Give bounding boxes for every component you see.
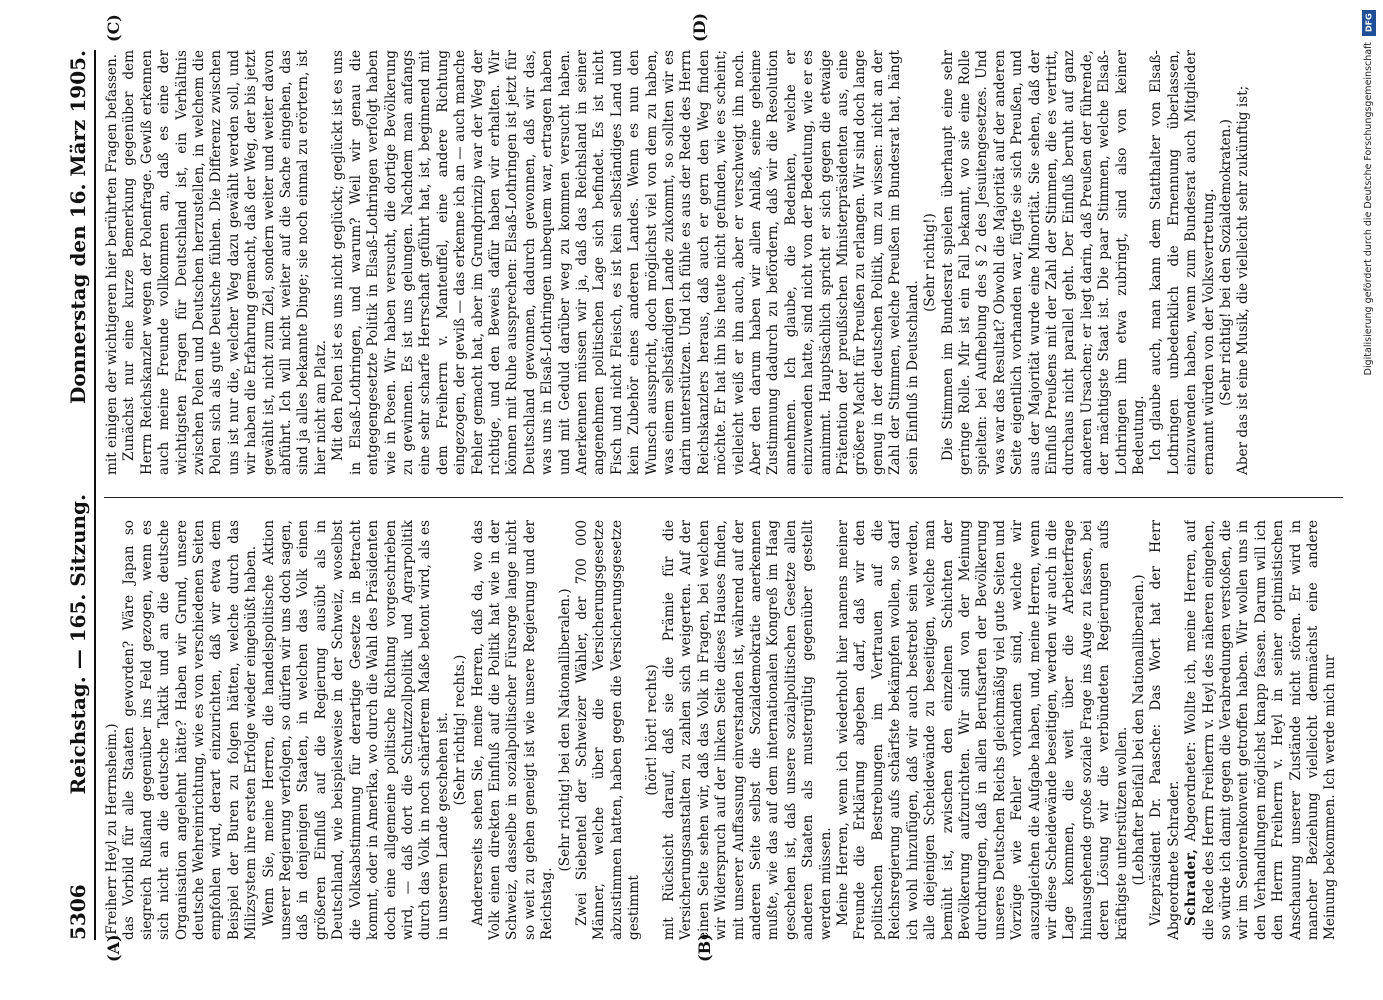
paragraph: Zwei Siebentel der Schweizer Wähler, der 700 000 Männer, welche über die Versicherungsgesetze abzustimmen hatten, haben gegen die Versicherungsgesetze gestimmt — [573, 520, 643, 940]
paragraph: das Vorbild für alle Staaten geworden? Wäre Japan so siegreich Rußland gegenüber ins Feld gezogen, wenn es sich nicht an die deutsche Taktik und an die deutsche Organisation angelehnt hätte? Haben wir Grund, unsere deutsche Wehreinrichtung, wie es von verschiedenen Seiten empfohlen wird, derart einzurichten, daß wir etwa dem Beispiel der Buren zu folgen hätten, welche durch das Milizsystem ihre ersten Erfolge wieder eingebüßt haben. — [121, 520, 260, 940]
page-header — [50, 50, 96, 940]
reaction-note: (Sehr richtig!) — [922, 213, 939, 312]
session-date: Donnerstag den 16. März 1905. — [66, 50, 90, 404]
speaker-name: Schrader, — [1183, 848, 1200, 926]
margin-marker-a: (A) — [104, 934, 123, 962]
paragraph: Mit den Polen ist es uns nicht geglückt; geglückt ist es uns in Elsaß-Lothringen, und warum? Weil wir genau die entgegengesetzte Politik in Elsaß-Lothringen verfolgt haben wie in Posen. Wir haben versucht, die dortige Bevölkerung zu gewinnen. Es ist uns gelungen. Nachdem man anfangs eine sehr scharfe Herrschaft geführt hat, ist, beginnend mit dem Freiherrn v. Manteuffel, eine andere Richtung eingezogen, der gewiß — das erkenne ich an — auch manche Fehler gemacht hat, aber im Grundprinzip war der Weg der richtige, und den Beweis dafür haben wir erhalten. Wir können mit Ruhe aussprechen: Elsaß-Lothringen ist jetzt für Deutschland gewonnen, dadurch gewonnen, daß wir das, was uns in Elsaß-Lothringen unbequem war, ertragen haben und mit Geduld darüber weg zu kommen versucht haben. Anerkennen müssen wir ja, daß das Reichsland in seiner angenehmen politischen Lage sich befindet. Es ist nicht Fisch und nicht Fleisch, es ist kein selbständiges Land und kein Zubehör eines anderen Landes. Wenn es nun den Wunsch ausspricht, doch möglichst viel von dem zu haben, was einem selbständigen Lande zukommt, so sollten wir es darin unterstützen. Und ich fühle es aus der Rede des Herrn Reichskanzlers heraus, daß auch er gern den Weg finden möchte. Er hat ihn bis heute nicht gefunden, wie es scheint; vielleicht weiß er ihn auch, aber er verschweigt ihn noch. Aber den darum haben wir allen Anlaß, seine geheime Zustimmung dadurch zu befördern, daß wir die Resolution annehmen. Ich glaube, die Bedenken, welche er einzuwenden hatte, sind nicht von der Bedeutung, wie er es annimmt. Hauptsächlich spricht er sich gegen die etwaige Prätention der preußischen Ministerpräsidenten aus, eine größere Macht für Preußen zu erlangen. Wir sind doch lange genug in der deutschen Politik, um zu wissen: nicht an der Zahl der Stimmen, welche Preußen im Bundesrat hat, hängt sein Einfluß in Deutschland. — [330, 50, 921, 475]
paragraph: Die Stimmen im Bundesrat spielen überhaupt eine sehr geringe Rolle. Mir ist ein Fall bekannt, wo sie eine Rolle spielten: bei Aufhebung des § 2 des Jesuitengesetzes. Und was war das Resultat? Obwohl die Majorität auf der anderen Seite eigentlich vorhanden war, fügte sie sich Preußen, und aus der Majorität wurde eine Minorität. Sie sehen, daß der Einfluß Preußens mit der Zahl der Stimmen, die es vertritt, durchaus nicht parallel geht. Der Einfluß beruht auf ganz anderen Ursachen; er liegt darin, daß Preußen der führende, der mächtigste Staat ist. Die paar Stimmen, welche Elsaß-Lothringen ihm etwa zubringt, sind also von keiner Bedeutung. — [939, 50, 1147, 475]
margin-marker-b: (B) — [695, 933, 714, 962]
presiding-remark: Vizepräsident Dr. Paasche: Das Wort hat der Herr Abgeordnete Schrader. — [1148, 520, 1182, 940]
column-divider — [104, 497, 1343, 498]
speaker-continuation-note: (Freiherr Heyl zu Herrnsheim.) — [104, 723, 120, 940]
reaction-note: (Sehr richtig! bei den Nationalliberalen.) — [556, 588, 573, 872]
margin-marker-c: (C) — [104, 14, 123, 42]
reaction-note: (Sehr richtig! bei den Sozialdemokraten.) — [1218, 119, 1234, 406]
right-text-column — [104, 50, 1343, 475]
digitization-credit — [1361, 10, 1377, 990]
paragraph: Wenn Sie, meine Herren, die handelspolitische Aktion unserer Regierung verfolgen, so dürfen wir uns doch sagen, daß in denjenigen Staaten, in welchen das Volk einen größeren Einfluß auf die Regierung ausübt als in Deutschland, wie beispielsweise in der Schweiz, woselbst die Volksabstimmung für derartige Gesetze in Betracht kommt, oder in Amerika, wo durch die Wahl des Präsidenten doch eine allgemeine politische Richtung vorgeschrieben wird, — daß dort die Schutzzollpolitik und Agrarpolitik durch das Volk in noch schärferem Maße betont wird, als es in unserem Lande geschehen ist. — [260, 520, 451, 940]
paragraph: Aber das ist eine Musik, die vielleicht sehr zukünftig ist; — [1235, 85, 1252, 475]
dfg-logo-icon: DFG — [1362, 10, 1376, 36]
page-number: 5306 — [66, 884, 90, 940]
paragraph: mit Rücksicht darauf, daß sie die Prämie für die Versicherungsanstalten zu zahlen sich weigerten. Auf der einen Seite sehen wir, daß das Volk in Fragen, bei welchen wir Widerspruch auf der linken Seite dieses Hauses finden, mit unserer Auffassung einverstanden ist, während auf der anderen Seite selbst die Sozialdemokratie anerkennen mußte, wie das auf dem internationalen Kongreß im Haag geschehen ist, daß unsere sozialpolitischen Gesetze allen anderen Staaten als mustergültig gegenüber gestellt werden müssen. — [661, 520, 834, 940]
reaction-note: (Lebhafter Beifall bei den Nationalliberalen.) — [1130, 574, 1147, 886]
paragraph: Zunächst nur eine kurze Bemerkung gegenüber dem Herrn Reichskanzler wegen der Polenfrage. Gewiß erkennen auch meine Freunde vollkommen an, daß es eine der wichtigsten Fragen für Deutschland ist, ein Verhältnis zwischen Polen und Deutschen herzustellen, in welchem die Polen sich als gute Deutsche fühlen. Die Differenz zwischen uns ist nur die, welcher Weg dazu gewählt werden soll, und wir haben die Erfahrung gemacht, daß der Weg, der bis jetzt gewählt ist, nicht zum Ziel, sondern weiter und weiter davon abführt. Ich will nicht weiter auf die Sache eingehen, das sind ja alles bekannte Dinge; sie noch einmal zu erörtern, ist hier nicht am Platz. — [121, 50, 329, 475]
session-title: Reichstag. — 165. Sitzung. — [66, 493, 90, 795]
credit-text: Digitalisierung gefördert durch die Deutsche Forschungsgemeinschaft — [1363, 42, 1374, 376]
paragraph: Andererseits sehen Sie, meine Herren, daß da, wo das Volk einen direkten Einfluß auf die Politik hat wie in der Schweiz, dasselbe in sozialpolitischer Fürsorge lange nicht so weit zu gehen geneigt ist wie unsere Regierung und der Reichstag. — [469, 520, 556, 940]
left-text-column — [104, 520, 1343, 940]
reaction-note: (Sehr richtig! rechts.) — [452, 654, 469, 806]
paragraph: mit einigen der wichtigeren hier berührten Fragen befassen. — [104, 53, 120, 475]
reaction-note: (hört! hört! rechts) — [643, 664, 660, 796]
margin-marker-d: (D) — [690, 12, 709, 42]
paragraph: Abgeordneter: Wollte ich, meine Herren, auf die Rede des Herrn Freiherrn v. Heyl des näheren eingehen, so würde ich damit gegen die Verabredungen verstoßen, die wir im Seniorenkonvent getroffen haben. Wir wollen uns in den Verhandlungen möglichst knapp fassen. Darum will ich den Herrn Freiherrn v. Heyl in seiner optimistischen Anschauung unserer Zustände nicht stören. Er wird in mancher Beziehung vielleicht demnächst eine andere Meinung bekommen. Ich werde mich nur — [1183, 520, 1339, 940]
paragraph: Ich glaube auch, man kann dem Statthalter von Elsaß-Lothringen unbedenklich die Ernennung überlassen, einzuwenden haben, wenn zum Bundesrat auch Mitglieder ernannt würden von der Volksvertretung. — [1148, 50, 1217, 475]
paragraph: Meine Herren, wenn ich wiederholt hier namens meiner Freunde die Erklärung abgeben darf, daß wir den politischen Bestrebungen im Vertrauen auf die Reichsregierung aufs schärfste bekämpfen wollen, so darf ich wohl hinzufügen, daß wir auch bestrebt sein werden, alle diejenigen Scheidewände zu beseitigen, welche man bemüht ist, zwischen den einzelnen Schichten der Bevölkerung aufzurichten. Wir sind von der Meinung durchdrungen, daß in allen Berufsarten der Bevölkerung unseres Deutschen Reichs gleichmäßig viel gute Seiten und Vorzüge wie Fehler vorhanden sind, welche wir auszugleichen die Aufgabe haben, und, meine Herren, wenn wir diese Scheidewände beseitigen, werden wir auch in die Lage kommen, die weit über die Arbeiterfrage hinausgehende große soziale Frage ins Auge zu fassen, bei deren Lösung wir die verbündeten Regierungen aufs kräftigste unterstützen wollen. — [835, 520, 1130, 940]
